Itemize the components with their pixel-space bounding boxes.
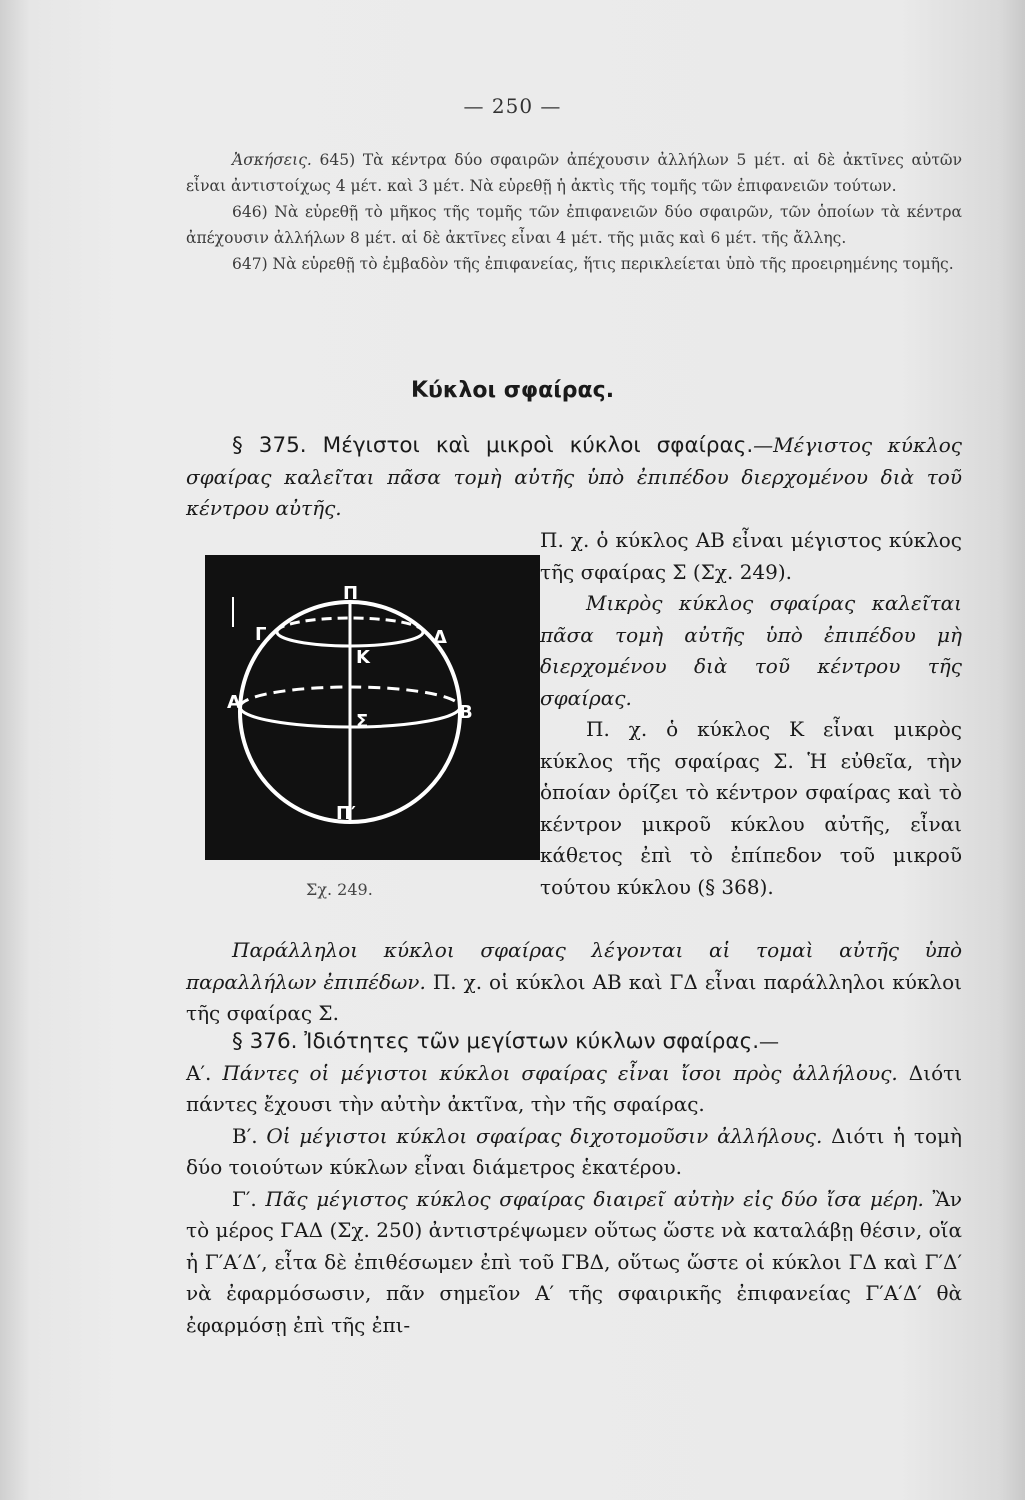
label-beta: Β [459,702,473,723]
example-2: Π. χ. ὁ κύκλος Κ εἶναι μικρὸς κύκλος τῆς σφαίρας Σ. Ἡ εὐθεῖα, τὴν ὁποίαν ὁρίζει τὸ κέντρον σφαίρας καὶ τὸ κέντρον μικροῦ κύκλου αὐτῆς, εἶναι κάθετος ἐπὶ τὸ ἐπίπεδον τοῦ μικροῦ τούτου κύκλου (§ 368). [540,717,962,899]
section-376: § 376. Ἰδιότητες τῶν μεγίστων κύκλων σφαίρας.— Α′. Πάντες οἱ μέγιστοι κύκλοι σφαίρας εἶναι ἴσοι πρὸς ἀλλήλους. Διότι πάντες ἔχουσι τὴν αὐτὴν ἀκτῖνα, τὴν τῆς σφαίρας. Β′. Οἱ μέγιστοι κύκλοι σφαίρας διχοτομοῦσιν ἀλλήλους. Διότι ἡ τομὴ δύο τοιούτων κύκλων εἶναι διάμετρος ἑκατέρου. Γ′. Πᾶς μέγιστος κύκλος σφαίρας διαιρεῖ αὐτὴν εἰς δύο ἴσα μέρη. Ἂν τὸ μέρος ΓΑΔ (Σχ. 250) ἀντιστρέψωμεν οὕτως ὥστε νὰ καταλάβῃ θέσιν, οἵα ἡ Γ′Α′Δ′, εἶτα δὲ ἐπιθέσωμεν ἐπὶ τοῦ ΓΒΔ, οὕτως ὥστε οἱ κύκλοι ΓΔ καὶ Γ′Δ′ νὰ ἐφαρμόσωσιν, πᾶν σημεῖον Α′ τῆς σφαιρικῆς ἐπιφανείας Γ′Α′Δ′ θὰ ἐφαρμόσῃ ἐπὶ τῆς ἐπι- [186,1026,962,1341]
example-3: Π. χ. οἱ κύκλοι ΑΒ καὶ ΓΔ εἶναι παράλληλοι κύκλοι τῆς σφαίρας Σ. [186,969,962,1025]
label-delta: Δ [433,627,447,648]
section-375-intro [186,430,962,525]
exercise-647: 647) Νὰ εὑρεθῇ τὸ ἐμβαδὸν τῆς ἐπιφανείας, ἥτις περικλείεται ὑπὸ τῆς προειρημένης τομῆς. [232,255,954,273]
page-number: — 250 — [463,94,562,118]
section-375-column [540,525,962,903]
exercise-646: 646) Νὰ εὑρεθῇ τὸ μῆκος τῆς τομῆς τῶν ἐπιφανειῶν δύο σφαιρῶν, τῶν ὁποίων τὰ κέντρα ἀπέχουσιν ἀλλήλων 8 μέτ. αἱ δὲ ἀκτῖνες εἶναι 4 μέτ. τῆς μιᾶς καὶ 6 μέτ. τῆς ἄλλης. [186,203,962,247]
label-pi: Π [343,583,359,604]
parallel-circles-definition: Παράλληλοι κύκλοι σφαίρας λέγονται αἱ τομαὶ αὐτῆς ὑπὸ παραλλήλων ἐπιπέδων. [186,938,962,994]
exercises-lead: Ἀσκήσεις. [232,151,312,169]
figure-caption: Σχ. 249. [306,880,373,899]
sphere-diagram [205,555,540,860]
label-alpha: Α [227,692,241,713]
small-circle-definition: Μικρὸς κύκλος σφαίρας καλεῖται πᾶσα τομὴ αὐτῆς ὑπὸ ἐπιπέδου μὴ διερχομένου διὰ τοῦ κέντρου τῆς σφαίρας. [540,591,962,710]
great-circle-definition: —Μέγιστος κύκλος σφαίρας καλεῖται πᾶσα τομὴ αὐτῆς ὑπὸ ἐπιπέδου διερχομένου διὰ τοῦ κέντρου αὐτῆς. [186,433,962,520]
label-pi-prime: Π′ [336,803,356,824]
label-sigma: Σ [356,711,369,732]
chapter-heading: Κύκλοι σφαίρας. [410,378,615,403]
section-376-title: § 376. Ἰδιότητες τῶν μεγίστων κύκλων σφαίρας. [232,1029,760,1054]
exercise-645: Ἀσκήσεις. 645) Τὰ κέντρα δύο σφαιρῶν ἀπέχουσιν ἀλλήλων 5 μέτ. αἱ δὲ ἀκτῖνες αὐτῶν εἶναι ἀντιστοίχως 4 μέτ. καὶ 3 μέτ. Νὰ εὑρεθῇ ἡ ἀκτὶς τῆς τομῆς τῶν ἐπιφανειῶν τούτων. [186,151,962,195]
property-a: Α′. Πάντες οἱ μέγιστοι κύκλοι σφαίρας εἶναι ἴσοι πρὸς ἀλλήλους. Διότι πάντες ἔχουσι τὴν αὐτὴν ἀκτῖνα, τὴν τῆς σφαίρας. [186,1060,963,1116]
example-1: Π. χ. ὁ κύκλος ΑΒ εἶναι μέγιστος κύκλος τῆς σφαίρας Σ (Σχ. 249). [540,528,962,584]
parallel-circles-block [186,935,962,1030]
sphere-figure [205,555,540,860]
label-kappa: Κ [356,647,370,668]
section-375-title: § 375. Μέγιστοι καὶ μικροὶ κύκλοι σφαίρας. [232,433,754,458]
property-c: Γ′. Πᾶς μέγιστος κύκλος σφαίρας διαιρεῖ αὐτὴν εἰς δύο ἴσα μέρη. Ἂν τὸ μέρος ΓΑΔ (Σχ. 250) ἀντιστρέψωμεν οὕτως ὥστε νὰ καταλάβῃ θέσιν, οἵα ἡ Γ′Α′Δ′, εἶτα δὲ ἐπιθέσωμεν ἐπὶ τοῦ ΓΒΔ, οὕτως ὥστε οἱ κύκλοι ΓΔ καὶ Γ′Δ′ νὰ ἐφαρμόσωσιν, πᾶν σημεῖον Α′ τῆς σφαιρικῆς ἐπιφανείας Γ′Α′Δ′ θὰ ἐφαρμόσῃ ἐπὶ τῆς ἐπι- [186,1186,962,1337]
label-gamma: Γ [255,624,267,645]
property-b: Β′. Οἱ μέγιστοι κύκλοι σφαίρας διχοτομοῦσιν ἀλλήλους. Διότι ἡ τομὴ δύο τοιούτων κύκλων εἶναι διάμετρος ἑκατέρου. [186,1123,963,1179]
exercises-block [186,147,962,277]
